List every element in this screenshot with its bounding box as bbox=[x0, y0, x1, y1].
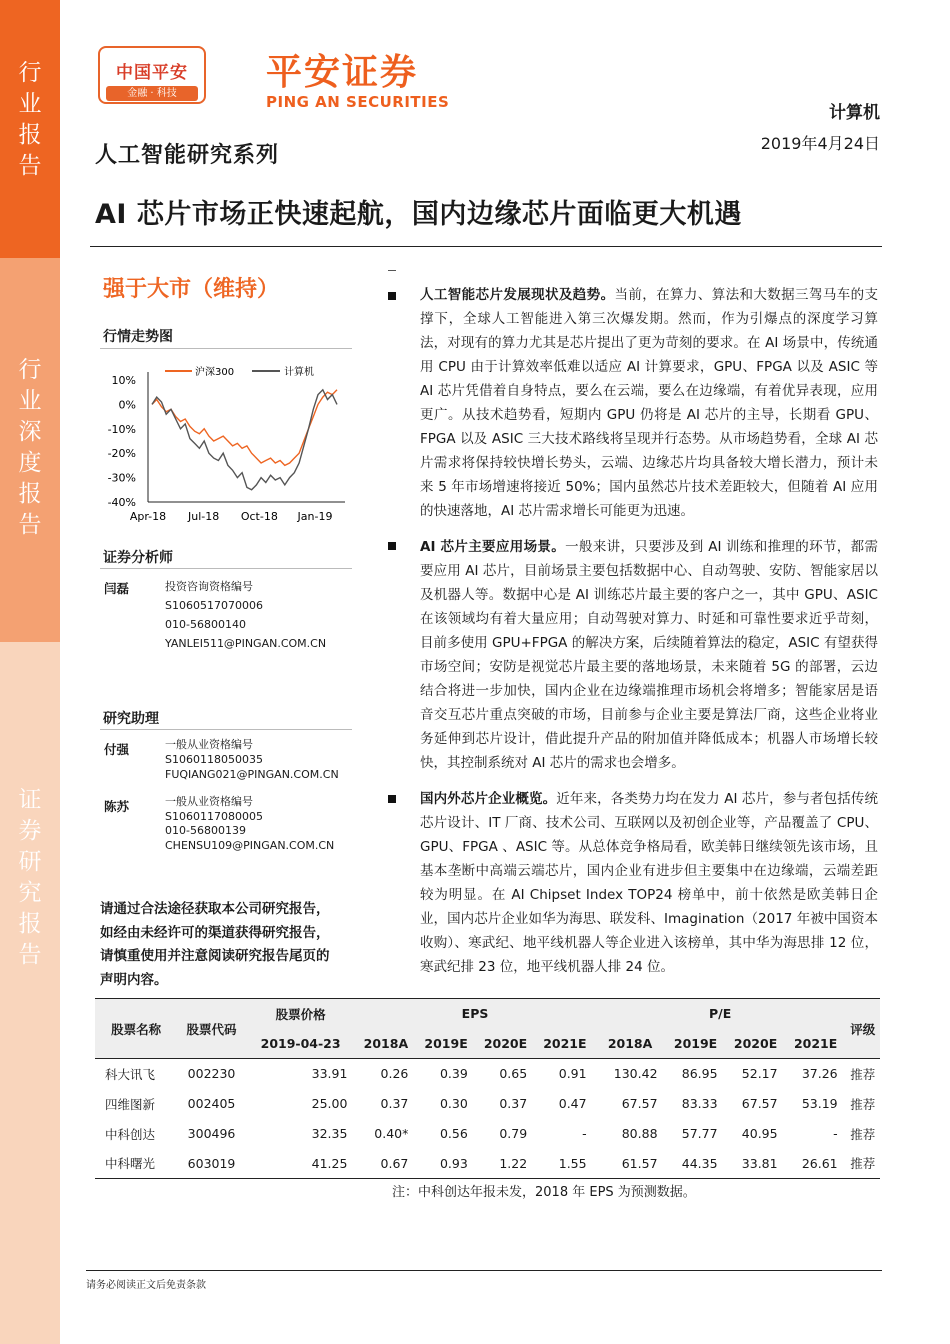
y-tick-label: -20% bbox=[107, 447, 136, 461]
assistant-details: 一般从业资格编号 S1060118050035 FUQIANG021@PINGAN.COM.CN bbox=[165, 738, 339, 781]
table-cell: 1.22 bbox=[499, 1155, 528, 1171]
side-label-securities-research: 证 券 研 究 报 告 bbox=[18, 787, 42, 968]
table-cell: 0.93 bbox=[439, 1155, 468, 1171]
th-price: 股票价格 bbox=[246, 999, 356, 1029]
series-title: 人工智能研究系列 bbox=[95, 143, 280, 168]
table-cell: 37.26 bbox=[801, 1066, 838, 1082]
sector-label: 计算机 bbox=[829, 103, 880, 123]
table-cell: 0.91 bbox=[558, 1066, 587, 1082]
table-row bbox=[95, 1149, 880, 1179]
table-cell: 0.37 bbox=[380, 1096, 409, 1111]
bullet-marker bbox=[388, 542, 396, 550]
bullet-marker bbox=[388, 292, 396, 300]
table-row bbox=[95, 1059, 880, 1089]
table-cell: 002405 bbox=[187, 1096, 236, 1111]
bullet-chip-companies: 国内外芯片企业概览。近年来，各类势力均在发力 AI 芯片，参与者包括传统芯片设计、IT 厂商、技术公司、互联网以及初创企业等，产品覆盖了 CPU、GPU、FPGA 、ASIC 等。从总体竞争格局看，欧美韩日继续领先该市场，且基本垄断中高端云端芯片，国内企业有进步但主要集中在边缘端，云端差距较为明显。在 AI Chipset Index TOP24 榜单中，前十依然是欧美韩日企业，国内芯片企业如华为海思、联发科、Imagination（2017 年被中国资本收购）、寒武纪、地平线机器人等企业进入该榜单，其中华为海思排 12 位，寒武纪排 23 位，地平线机器人排 24 位。 bbox=[420, 791, 878, 975]
report-date: 2019年4月24日 bbox=[760, 134, 880, 153]
table-cell: 0.65 bbox=[499, 1066, 528, 1082]
table-cell: 53.19 bbox=[801, 1096, 838, 1111]
analyst-details: 投资咨询资格编号 S1060517070006 010-56800140 YANLEI511@PINGAN.COM.CN bbox=[165, 580, 327, 650]
assistant-name: 付强 bbox=[104, 742, 130, 757]
table-cell: 61.57 bbox=[621, 1155, 658, 1171]
stock-table: 股票名称 股票代码 股票价格 EPS P/E 评级 2019-04-23 2018A 2019E 2020E 2021E 2018A 2019E 2020E 2021E 科大讯飞 002230 33.91 0.26 0.39 0.65 0.91 130.42 86.95 52.17 37.26 推荐 四维图新 002405 25.00 0.37 0.30 0.37 0.47 67.57 83.33 67.57 53.19 推荐 中科创达 300496 32.35 0.40* 0.56 0.79 - 80.88 57.77 40.95 - 推荐 中科曙光 603019 41.25 0.67 0.93 1.22 1.55 61.57 44.35 33.81 26.61 推荐 bbox=[95, 998, 880, 1179]
table-cell: 中科创达 bbox=[105, 1126, 156, 1142]
table-footnote: 注：中科创达年报未发，2018 年 EPS 为预测数据。 bbox=[392, 1185, 696, 1200]
disclaimer-notice: 请通过合法途径获取本公司研究报告，如经由未经许可的渠道获得研究报告，请慎重使用并注意阅读研究报告尾页的声明内容。 bbox=[100, 901, 330, 988]
table-cell: - bbox=[582, 1126, 587, 1141]
table-cell: 0.56 bbox=[439, 1126, 468, 1141]
table-cell: 52.17 bbox=[741, 1066, 778, 1082]
y-tick-label: -30% bbox=[107, 471, 136, 485]
table-cell: 推荐 bbox=[850, 1096, 876, 1112]
th-code: 股票代码 bbox=[177, 999, 246, 1059]
market-chart bbox=[100, 352, 352, 532]
table-cell: 中科曙光 bbox=[105, 1156, 156, 1172]
table-cell: 0.67 bbox=[380, 1155, 409, 1171]
x-tick-label: Apr-18 bbox=[129, 510, 167, 523]
market-heading: 行情走势图 bbox=[103, 329, 173, 345]
table-cell: 0.37 bbox=[499, 1096, 528, 1111]
table-cell: 0.39 bbox=[439, 1066, 468, 1082]
series-line-computer bbox=[152, 390, 337, 490]
th-name: 股票名称 bbox=[95, 999, 177, 1059]
table-cell: 130.42 bbox=[613, 1066, 658, 1082]
table-cell: 40.95 bbox=[741, 1126, 778, 1141]
x-tick-label: Oct-18 bbox=[240, 510, 278, 523]
assistant-name: 陈苏 bbox=[104, 799, 130, 814]
y-tick-label: -10% bbox=[107, 422, 136, 436]
th-rating: 评级 bbox=[846, 999, 880, 1059]
table-cell: 32.35 bbox=[311, 1126, 348, 1141]
table-row bbox=[95, 1089, 880, 1119]
title-rule bbox=[90, 246, 882, 247]
table-cell: 1.55 bbox=[558, 1155, 587, 1171]
th-eps: EPS bbox=[355, 999, 594, 1029]
footer-disclaimer: 请务必阅读正文后免责条款 bbox=[86, 1280, 206, 1291]
bullet-marker bbox=[388, 795, 396, 803]
table-cell: 83.33 bbox=[681, 1096, 718, 1111]
table-cell: 57.77 bbox=[681, 1126, 718, 1141]
legend-label-hs300: 沪深300 bbox=[195, 367, 235, 378]
table-cell: 0.79 bbox=[499, 1126, 528, 1141]
bullet-ai-chip-scenarios: AI 芯片主要应用场景。一般来讲，只要涉及到 AI 训练和推理的环节，都需要应用 AI 芯片，目前场景主要包括数据中心、自动驾驶、安防、智能家居以及机器人等。数据中心是 AI 训练芯片最主要的客户之一，其中 GPU、ASIC 在该领域均有着大量应用；自动驾驶对算力、时延和可靠性要求近乎苛刻，目前多使用 GPU+FPGA 的解决方案，后续随着算法的稳定，ASIC 有望获得市场空间；安防是视觉芯片最主要的落地场景，未来随着 5G 的部署，云边结合将进一步加快，国内企业在边缘端推理市场机会将增多；智能家居是语音交互芯片重点突破的市场，目前参与企业主要是算法厂商，这些企业将业务延伸到芯片设计，借此提升产品的附加值并降低成本；机器人市场增长较快，其控制系统对 AI 芯片的需求也会增多。 bbox=[420, 539, 878, 771]
table-cell: 67.57 bbox=[621, 1096, 658, 1111]
table-cell: 26.61 bbox=[801, 1155, 838, 1171]
rating: 强于大市（维持） bbox=[103, 277, 280, 302]
side-band bbox=[0, 0, 60, 1344]
assistant-details: 一般从业资格编号 S1060117080005 010-56800139 CHENSU109@PINGAN.COM.CN bbox=[165, 795, 335, 852]
side-label-industry-report: 行 业 报 告 bbox=[18, 60, 42, 179]
pingan-securities-logo: 平安证券 PING AN SECURITIES bbox=[266, 52, 450, 111]
pingan-group-logo: 中国平安 金融 · 科技 bbox=[98, 46, 206, 104]
table-cell: 推荐 bbox=[850, 1126, 876, 1142]
assistant-heading: 研究助理 bbox=[103, 711, 159, 727]
table-cell: 科大讯飞 bbox=[105, 1066, 156, 1082]
table-cell: 603019 bbox=[187, 1155, 236, 1171]
table-cell: 41.25 bbox=[311, 1155, 348, 1171]
table-cell: 300496 bbox=[187, 1126, 236, 1141]
bullet-ai-chip-trends: 人工智能芯片发展现状及趋势。当前，在算力、算法和大数据三驾马车的支撑下，全球人工智能进入第三次爆发期。然而，作为引爆点的深度学习算法，对现有的算力尤其是芯片提出了更为苛刻的要求。在 AI 场景中，传统通用 CPU 由于计算效率低难以适应 AI 计算要求，GPU、FPGA 以及 ASIC 等 AI 芯片凭借着自身特点，要么在云端，要么在边缘端，有着优异表现，应用更广。从技术趋势看，短期内 GPU 仍将是 AI 芯片的主导，长期看 GPU、FPGA 以及 ASIC 三大技术路线将呈现并行态势。从市场趋势看，全球 AI 芯片需求将保持较快增长势头，云端、边缘芯片均具备较大增长潜力，预计未来 5 年市场增速将接近 50%；国内虽然芯片技术差距较大，但随着 AI 应用的快速落地，AI 芯片需求增长可能更为迅速。 bbox=[420, 287, 878, 519]
report-title: AI 芯片市场正快速起航，国内边缘芯片面临更大机遇 bbox=[95, 199, 742, 230]
y-tick-label: 10% bbox=[111, 374, 136, 387]
table-cell: 33.81 bbox=[741, 1155, 778, 1171]
table-cell: 推荐 bbox=[850, 1156, 876, 1172]
table-cell: 67.57 bbox=[741, 1096, 778, 1111]
table-cell: 44.35 bbox=[681, 1155, 718, 1171]
table-cell: 0.26 bbox=[380, 1066, 409, 1082]
side-label-industry-depth: 行 业 深 度 报 告 bbox=[18, 357, 42, 538]
table-cell: 002230 bbox=[187, 1066, 236, 1082]
analyst-name: 闫磊 bbox=[104, 581, 130, 596]
table-cell: 0.30 bbox=[439, 1096, 468, 1111]
table-cell: 33.91 bbox=[311, 1066, 348, 1082]
table-cell: 86.95 bbox=[681, 1066, 718, 1082]
y-tick-label: 0% bbox=[118, 398, 136, 412]
table-cell: 25.00 bbox=[311, 1096, 348, 1111]
x-tick-label: Jan-19 bbox=[297, 510, 333, 523]
table-cell: 80.88 bbox=[621, 1126, 658, 1141]
table-cell: 推荐 bbox=[850, 1066, 876, 1082]
table-row bbox=[95, 1119, 880, 1149]
table-cell: 0.40* bbox=[374, 1126, 409, 1141]
y-tick-label: -40% bbox=[107, 496, 136, 509]
th-price-date: 2019-04-23 bbox=[246, 1029, 356, 1059]
table-cell: - bbox=[833, 1126, 838, 1141]
table-cell: 0.47 bbox=[558, 1096, 587, 1111]
analyst-heading: 证券分析师 bbox=[103, 550, 173, 566]
x-tick-label: Jul-18 bbox=[188, 510, 220, 523]
legend-label-computer: 计算机 bbox=[284, 367, 314, 378]
th-pe: P/E bbox=[595, 999, 846, 1029]
table-cell: 四维图新 bbox=[105, 1096, 156, 1112]
